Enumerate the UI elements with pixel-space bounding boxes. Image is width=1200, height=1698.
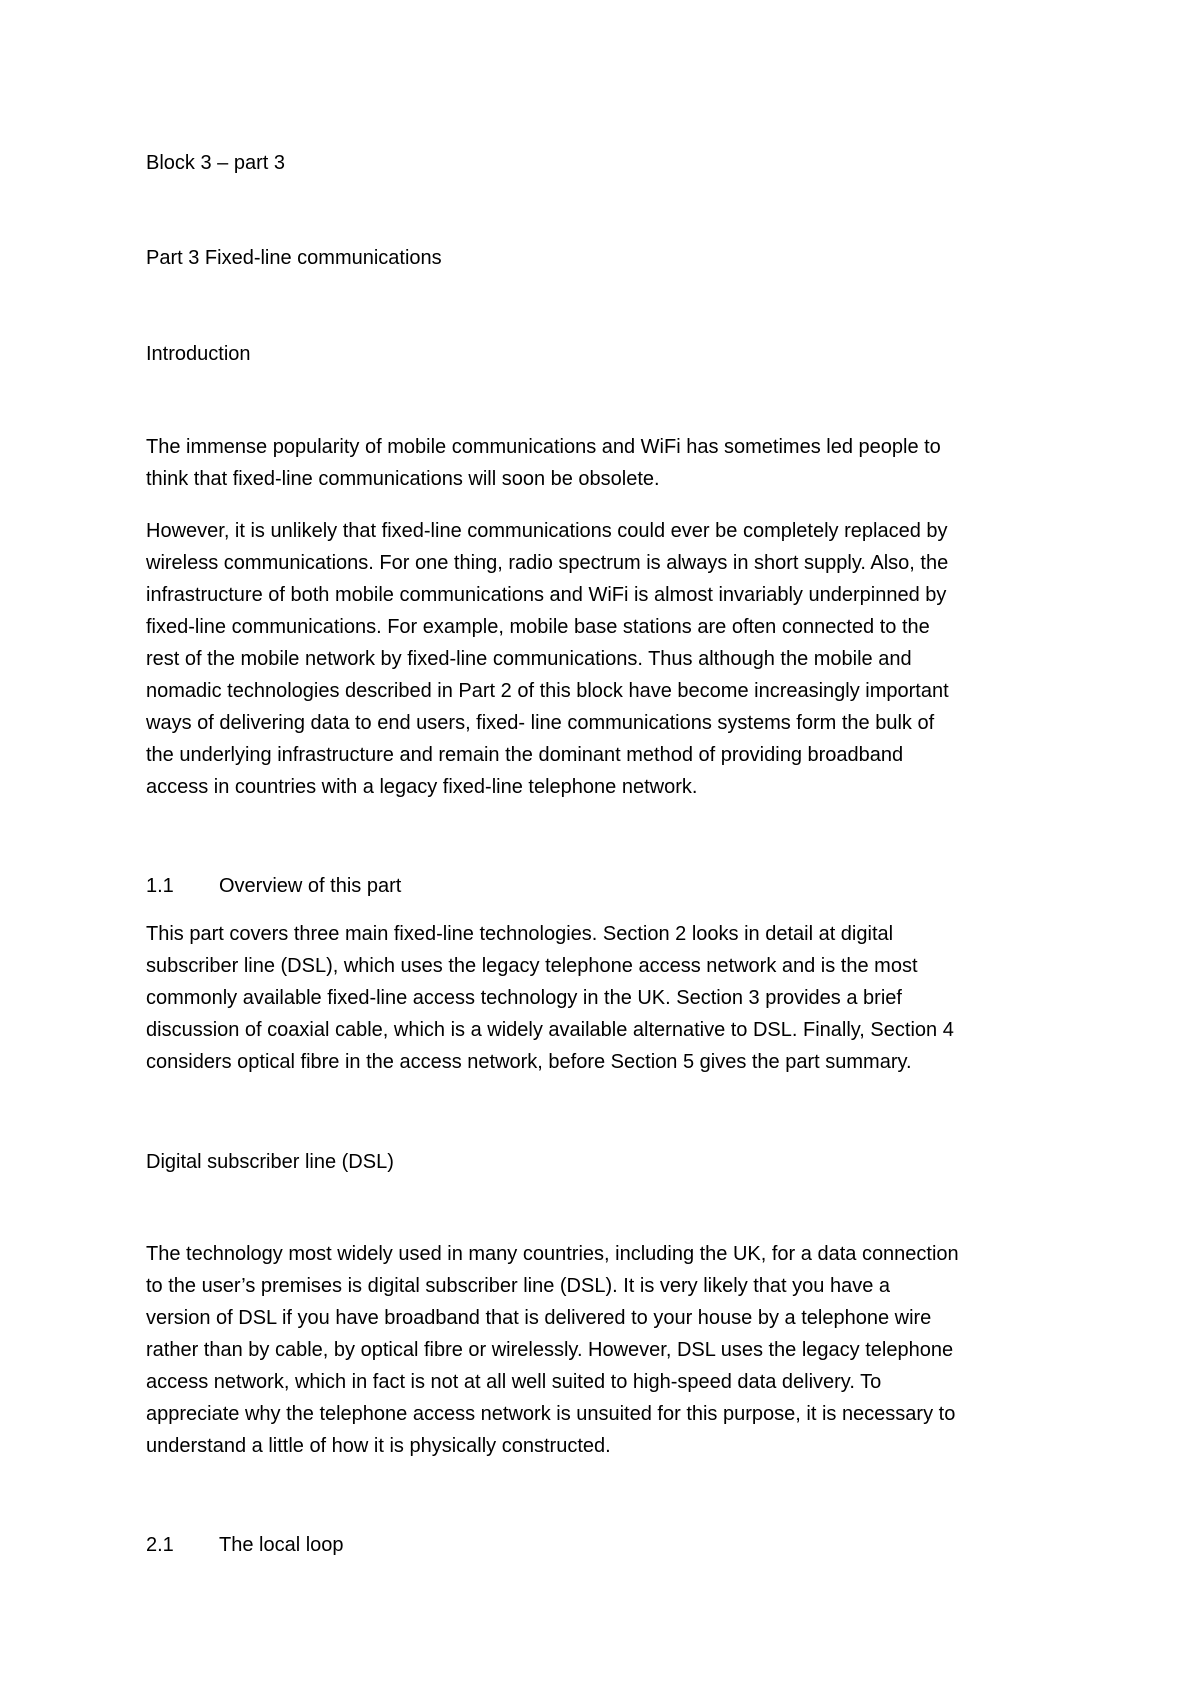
- text-line: fixed-line communications. For example, mobile base stations are often connected to the: [146, 616, 930, 638]
- text-line: ways of delivering data to end users, fixed- line communications systems form the bulk of: [146, 712, 935, 734]
- intro-heading: Introduction: [146, 343, 251, 365]
- text-line: The technology most widely used in many countries, including the UK, for a data connection: [146, 1243, 959, 1265]
- text-line: considers optical fibre in the access network, before Section 5 gives the part summary.: [146, 1051, 912, 1073]
- block-title: Block 3 – part 3: [146, 152, 285, 174]
- text-line: to the user’s premises is digital subscriber line (DSL). It is very likely that you have a: [146, 1275, 891, 1297]
- text-line: nomadic technologies described in Part 2 of this block have become increasingly important: [146, 680, 949, 702]
- section-heading-2-1: [146, 1529, 344, 1561]
- text-line: However, it is unlikely that fixed-line communications could ever be completely replaced by: [146, 520, 948, 542]
- text-line: This part covers three main fixed-line technologies. Section 2 looks in detail at digital: [146, 923, 894, 945]
- text-line: The immense popularity of mobile communications and WiFi has sometimes led people to: [146, 436, 941, 458]
- section-title: The local loop: [219, 1534, 344, 1556]
- text-line: the underlying infrastructure and remain the dominant method of providing broadband: [146, 744, 904, 766]
- overview-paragraph: [146, 918, 1066, 1078]
- text-line: commonly available fixed-line access technology in the UK. Section 3 provides a brief: [146, 987, 902, 1009]
- dsl-paragraph: [146, 1238, 1066, 1462]
- text-line: rest of the mobile network by fixed-line communications. Thus although the mobile and: [146, 648, 912, 670]
- text-line: wireless communications. For one thing, radio spectrum is always in short supply. Also, the: [146, 552, 949, 574]
- section-title: Overview of this part: [219, 875, 402, 897]
- section-number: 1.1: [146, 875, 174, 897]
- intro-paragraph-2: [146, 515, 1066, 803]
- section-heading-1-1: [146, 870, 401, 902]
- text-line: rather than by cable, by optical fibre or wirelessly. However, DSL uses the legacy telephone: [146, 1339, 954, 1361]
- text-line: appreciate why the telephone access network is unsuited for this purpose, it is necessary to: [146, 1403, 956, 1425]
- text-line: subscriber line (DSL), which uses the legacy telephone access network and is the most: [146, 955, 918, 977]
- text-line: think that fixed-line communications will soon be obsolete.: [146, 468, 660, 490]
- text-line: version of DSL if you have broadband that is delivered to your house by a telephone wire: [146, 1307, 932, 1329]
- text-line: access network, which in fact is not at all well suited to high-speed data delivery. To: [146, 1371, 882, 1393]
- text-line: access in countries with a legacy fixed-line telephone network.: [146, 776, 698, 798]
- text-line: infrastructure of both mobile communications and WiFi is almost invariably underpinned by: [146, 584, 947, 606]
- part-title: Part 3 Fixed-line communications: [146, 247, 442, 269]
- text-line: understand a little of how it is physically constructed.: [146, 1435, 611, 1457]
- section-number: 2.1: [146, 1534, 174, 1556]
- text-line: discussion of coaxial cable, which is a widely available alternative to DSL. Finally, Section 4: [146, 1019, 954, 1041]
- dsl-heading: Digital subscriber line (DSL): [146, 1151, 394, 1173]
- intro-paragraph-1: [146, 431, 1066, 495]
